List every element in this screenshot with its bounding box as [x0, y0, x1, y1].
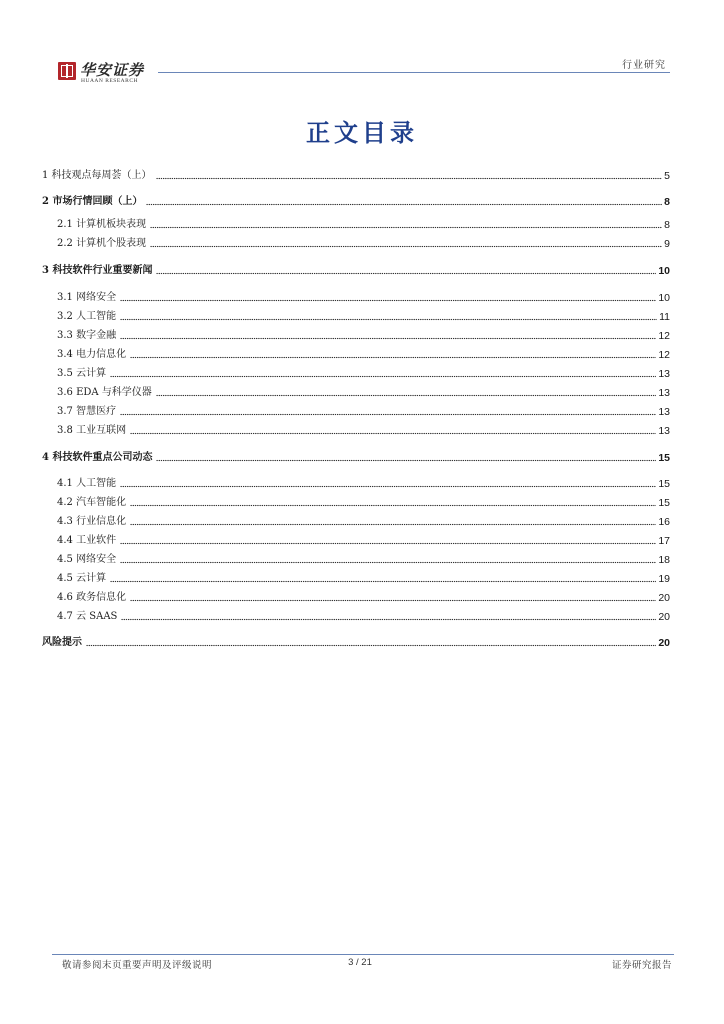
- toc-entry-label: 4.6 政务信息化: [57, 592, 127, 603]
- toc-entry-page: 10: [658, 265, 670, 277]
- toc-entry[interactable]: [42, 192, 670, 208]
- toc-entry-page: 18: [658, 554, 670, 566]
- toc-entry-page: 12: [658, 349, 670, 361]
- toc-entry[interactable]: [57, 569, 670, 585]
- toc-entry-page: 10: [658, 292, 670, 304]
- toc-leader-dots: [120, 337, 656, 340]
- footer-report-type: 证券研究报告: [611, 960, 672, 971]
- toc-entry-label: 4.2 汽车智能化: [57, 497, 127, 508]
- toc-leader-dots: [120, 299, 656, 302]
- toc-entry-label: 3.1 网络安全: [57, 292, 117, 303]
- toc-leader-dots: [130, 356, 656, 359]
- toc-entry-label: 2.1 计算机板块表现: [57, 219, 147, 230]
- toc-entry[interactable]: [57, 512, 670, 528]
- toc-entry-label: 3.2 人工智能: [57, 311, 117, 322]
- toc-leader-dots: [156, 459, 656, 462]
- toc-entry-label: 4.5 云计算: [57, 573, 107, 584]
- toc-entry[interactable]: [57, 383, 670, 399]
- toc-leader-dots: [120, 413, 656, 416]
- toc-leader-dots: [86, 644, 656, 647]
- toc-entry[interactable]: [42, 166, 670, 182]
- toc-entry-label: 4.7 云 SAAS: [57, 611, 118, 622]
- toc-entry-label: 4 科技软件重点公司动态: [42, 452, 153, 463]
- toc-leader-dots: [110, 375, 656, 378]
- toc-entry[interactable]: [57, 364, 670, 380]
- toc-entry-page: 13: [658, 406, 670, 418]
- toc-entry-page: 20: [658, 637, 670, 649]
- toc-entry[interactable]: [57, 607, 670, 623]
- toc-entry[interactable]: [57, 531, 670, 547]
- toc-entry[interactable]: [42, 448, 670, 464]
- toc-leader-dots: [120, 485, 656, 488]
- toc-entry-label: 1 科技观点每周荟（上）: [42, 170, 152, 181]
- toc-leader-dots: [156, 272, 656, 275]
- toc-leader-dots: [156, 394, 657, 397]
- toc-entry-label: 2.2 计算机个股表现: [57, 238, 147, 249]
- toc-entry-page: 12: [658, 330, 670, 342]
- toc-entry-page: 11: [659, 311, 670, 323]
- toc-entry[interactable]: [57, 474, 670, 490]
- toc-entry[interactable]: [57, 215, 670, 231]
- toc-entry[interactable]: [57, 402, 670, 418]
- toc-entry-label: 4.5 网络安全: [57, 554, 117, 565]
- toc-entry-label: 4.3 行业信息化: [57, 516, 127, 527]
- toc-entry[interactable]: [57, 307, 670, 323]
- toc-entry-label: 4.4 工业软件: [57, 535, 117, 546]
- toc-leader-dots: [150, 245, 662, 248]
- toc-entry[interactable]: [57, 345, 670, 361]
- toc-leader-dots: [120, 542, 656, 545]
- toc-entry[interactable]: [57, 588, 670, 604]
- toc-leader-dots: [110, 580, 656, 583]
- toc-leader-dots: [120, 561, 656, 564]
- toc-entry-page: 20: [658, 592, 670, 604]
- toc-entry-page: 15: [658, 497, 670, 509]
- toc-leader-dots: [130, 599, 656, 602]
- toc-entry[interactable]: [57, 493, 670, 509]
- report-section-label: 行业研究: [622, 60, 666, 71]
- toc-leader-dots: [130, 523, 656, 526]
- toc-entry-page: 19: [658, 573, 670, 585]
- toc-entry-page: 9: [664, 238, 670, 250]
- toc-leader-dots: [121, 618, 656, 621]
- toc-entry-page: 13: [658, 387, 670, 399]
- toc-entry-label: 3.6 EDA 与科学仪器: [57, 387, 152, 398]
- toc-entry-page: 20: [658, 611, 670, 623]
- logo-english: HUAAN RESEARCH: [81, 78, 138, 84]
- toc-entry[interactable]: [42, 261, 670, 277]
- toc-entry-page: 15: [658, 452, 670, 464]
- logo-wordmark: 华安证券: [80, 61, 145, 79]
- toc-entry[interactable]: [42, 633, 670, 649]
- toc-entry-label: 3.8 工业互联网: [57, 425, 127, 436]
- toc-leader-dots: [130, 432, 656, 435]
- footer-divider: [52, 954, 674, 955]
- toc-entry-page: 8: [664, 219, 670, 231]
- toc-entry-label: 3.5 云计算: [57, 368, 107, 379]
- toc-entry-label: 4.1 人工智能: [57, 478, 117, 489]
- toc-entry-label: 2 市场行情回顾（上）: [42, 196, 143, 207]
- page-title: 正文目录: [306, 118, 418, 147]
- toc-entry-page: 16: [658, 516, 670, 528]
- toc-entry-label: 3.7 智慧医疗: [57, 406, 117, 417]
- toc-entry-page: 13: [658, 425, 670, 437]
- page-header: [0, 0, 724, 90]
- toc-entry[interactable]: [57, 326, 670, 342]
- header-divider: [158, 72, 670, 73]
- toc-entry-label: 3.4 电力信息化: [57, 349, 127, 360]
- toc-leader-dots: [130, 504, 656, 507]
- toc-entry[interactable]: [57, 234, 670, 250]
- toc-leader-dots: [120, 318, 657, 321]
- toc-leader-dots: [150, 226, 662, 229]
- toc-entry-page: 5: [664, 170, 670, 182]
- toc-entry-label: 3.3 数字金融: [57, 330, 117, 341]
- toc-entry[interactable]: [57, 550, 670, 566]
- toc-entry[interactable]: [57, 288, 670, 304]
- page-number: 3 / 21: [348, 957, 372, 968]
- toc-leader-dots: [146, 203, 662, 206]
- toc-entry-page: 17: [658, 535, 670, 547]
- toc-entry-label: 3 科技软件行业重要新闻: [42, 265, 153, 276]
- toc-entry-page: 8: [664, 196, 670, 208]
- toc-entry-page: 13: [658, 368, 670, 380]
- huaan-logo-icon: [58, 62, 76, 80]
- toc-entry-page: 15: [658, 478, 670, 490]
- toc-leader-dots: [156, 177, 663, 180]
- toc-entry-label: 风险提示: [42, 637, 82, 648]
- toc-entry[interactable]: [57, 421, 670, 437]
- footer-disclaimer: 敬请参阅末页重要声明及评级说明: [62, 960, 213, 971]
